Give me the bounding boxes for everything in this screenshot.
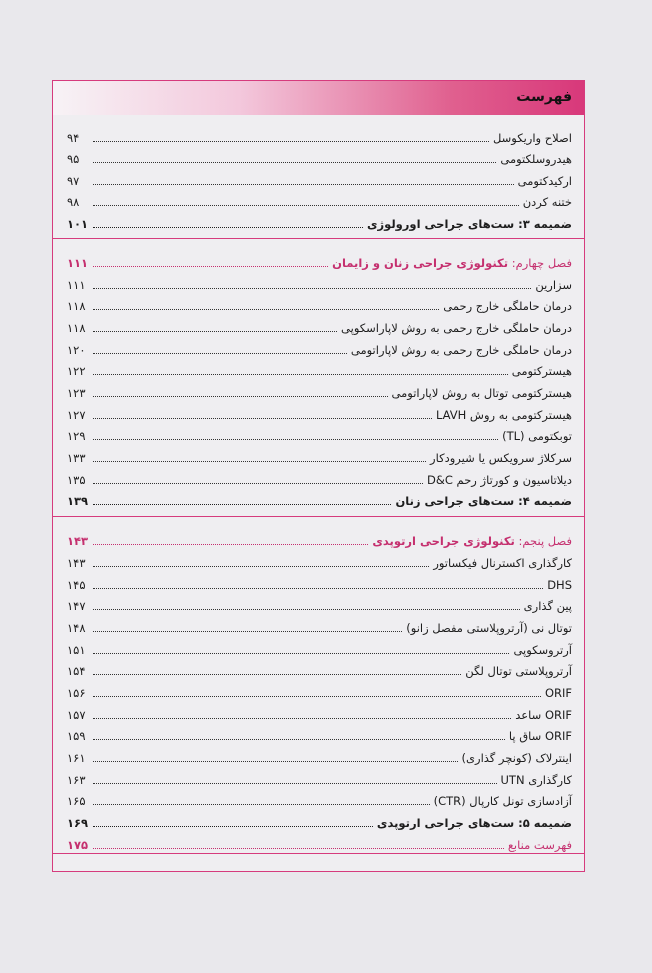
toc-leader-dots bbox=[93, 461, 426, 462]
toc-page-number: ۱۶۹ bbox=[67, 816, 89, 830]
toc-leader-dots bbox=[93, 504, 391, 505]
toc-entry-title: سرکلاژ سرویکس یا شیرودکار bbox=[430, 451, 572, 465]
toc-leader-dots bbox=[93, 184, 514, 185]
toc-entry-title: ضمیمه ۴: ست‌های جراحی زنان bbox=[395, 494, 572, 508]
toc-leader-dots bbox=[93, 396, 388, 397]
toc-leader-dots bbox=[93, 483, 423, 484]
toc-row bbox=[67, 188, 572, 209]
toc-row bbox=[67, 679, 572, 700]
toc-appendix-row bbox=[67, 487, 572, 508]
toc-row bbox=[67, 571, 572, 592]
toc-leader-dots bbox=[93, 761, 458, 762]
toc-leader-dots bbox=[93, 141, 489, 142]
toc-leader-dots bbox=[93, 331, 337, 332]
toc-entry-title: ORIF ساعد bbox=[515, 708, 572, 722]
toc-leader-dots bbox=[93, 631, 402, 632]
toc-leader-dots bbox=[93, 205, 519, 206]
toc-appendix-row bbox=[67, 210, 572, 231]
toc-leader-dots bbox=[93, 374, 508, 375]
toc-row bbox=[67, 422, 572, 443]
toc-chapter-row bbox=[67, 831, 572, 852]
toc-row bbox=[67, 466, 572, 487]
toc-leader-dots bbox=[93, 739, 505, 740]
toc-entry-title: فهرست منابع bbox=[507, 838, 572, 852]
toc-chapter-label: فصل چهارم: bbox=[511, 256, 572, 270]
toc-header-title: فهرست bbox=[516, 89, 572, 105]
toc-entry-title: اینترلاک (کونچر گذاری) bbox=[461, 751, 572, 765]
toc-entry-title: دیلاتاسیون و کورتاژ رحم D&C bbox=[427, 473, 572, 487]
toc-entry-title: درمان حاملگی خارج رحمی به روش لاپاراسکوپی bbox=[341, 321, 572, 335]
toc-entry-title: درمان حاملگی خارج رحمی به روش لاپاراتومی bbox=[350, 343, 572, 357]
toc-leader-dots bbox=[93, 804, 430, 805]
toc-row bbox=[67, 292, 572, 313]
toc-entry-title: سزارین bbox=[535, 278, 572, 292]
toc-chapter-name: تکنولوژی جراحی زنان و زایمان bbox=[332, 256, 509, 270]
toc-entry-title: اصلاح واریکوسل bbox=[492, 131, 572, 145]
toc-page-number: ۱۱۱ bbox=[67, 278, 86, 292]
toc-page-number: ۱۲۹ bbox=[67, 429, 86, 443]
toc-leader-dots bbox=[93, 653, 509, 654]
toc-row bbox=[67, 592, 572, 613]
toc-row bbox=[67, 766, 572, 787]
toc-entry-title bbox=[330, 257, 572, 270]
toc-page-number: ۹۸ bbox=[67, 195, 80, 209]
toc-leader-dots bbox=[93, 544, 368, 545]
toc-entry-title: کارگذاری اکسترنال فیکساتور bbox=[433, 556, 572, 570]
toc-leader-dots bbox=[93, 309, 439, 310]
toc-row bbox=[67, 614, 572, 635]
toc-leader-dots bbox=[93, 288, 531, 289]
toc-chapter-name: تکنولوژی جراحی ارتوپدی bbox=[372, 534, 515, 548]
toc-page-number: ۱۳۹ bbox=[67, 494, 89, 508]
section-divider bbox=[53, 516, 584, 517]
toc-entry-title: آزادسازی تونل کارپال (CTR) bbox=[433, 794, 572, 808]
toc-row bbox=[67, 657, 572, 678]
toc-appendix-row bbox=[67, 809, 572, 830]
toc-page-number: ۱۵۹ bbox=[67, 729, 86, 743]
toc-page-number: ۱۵۱ bbox=[67, 643, 86, 657]
toc-entry-title: DHS bbox=[547, 578, 572, 592]
toc-page-number: ۱۵۶ bbox=[67, 686, 86, 700]
toc-chapter-row bbox=[67, 527, 572, 548]
toc-entry-title: هیسترکتومی توتال به روش لاپاراتومی bbox=[391, 386, 572, 400]
toc-entry-title bbox=[370, 535, 572, 548]
section-divider bbox=[53, 238, 584, 239]
toc-page-number: ۹۴ bbox=[67, 131, 80, 145]
toc-entry-title: هیدروسلکتومی bbox=[500, 152, 572, 166]
toc-page-number: ۱۱۸ bbox=[67, 299, 86, 313]
toc-entry-title: ORIF bbox=[544, 686, 572, 700]
toc-row bbox=[67, 636, 572, 657]
toc-page-number: ۱۶۳ bbox=[67, 773, 86, 787]
toc-entry-title: ORIF ساق پا bbox=[508, 729, 572, 743]
toc-page-number: ۱۰۱ bbox=[67, 217, 89, 231]
toc-row bbox=[67, 401, 572, 422]
toc-header bbox=[53, 81, 584, 115]
toc-leader-dots bbox=[93, 353, 347, 354]
toc-leader-dots bbox=[93, 718, 511, 719]
toc-row bbox=[67, 167, 572, 188]
toc-entry-title: هیسترکتومی bbox=[511, 364, 572, 378]
toc-page-number: ۱۴۳ bbox=[67, 534, 89, 548]
toc-leader-dots bbox=[93, 674, 461, 675]
toc-chapter-row bbox=[67, 249, 572, 270]
toc-row bbox=[67, 444, 572, 465]
toc-page-number: ۱۴۸ bbox=[67, 621, 86, 635]
toc-row bbox=[67, 357, 572, 378]
toc-page-number: ۱۴۵ bbox=[67, 578, 86, 592]
toc-row bbox=[67, 336, 572, 357]
toc-page-number: ۱۴۷ bbox=[67, 599, 86, 613]
toc-leader-dots bbox=[93, 227, 363, 228]
toc-entry-title: آرتروپلاستی توتال لگن bbox=[465, 664, 572, 678]
toc-entry-title: پین گذاری bbox=[523, 599, 572, 613]
toc-page-number: ۱۵۷ bbox=[67, 708, 86, 722]
toc-page-number: ۱۶۵ bbox=[67, 794, 86, 808]
toc-leader-dots bbox=[93, 826, 373, 827]
toc-row bbox=[67, 787, 572, 808]
toc-row bbox=[67, 701, 572, 722]
toc-entry-title: آرتروسکوپی bbox=[513, 643, 572, 657]
toc-leader-dots bbox=[93, 266, 328, 267]
toc-entry-title: ضمیمه ۵: ست‌های جراحی ارتوپدی bbox=[376, 816, 572, 830]
toc-row bbox=[67, 549, 572, 570]
toc-row bbox=[67, 314, 572, 335]
toc-page-number: ۱۲۳ bbox=[67, 386, 86, 400]
toc-leader-dots bbox=[93, 696, 541, 697]
toc-page-number: ۱۱۸ bbox=[67, 321, 86, 335]
toc-page-number: ۱۷۵ bbox=[67, 838, 89, 852]
toc-entry-title: درمان حاملگی خارج رحمی bbox=[443, 299, 572, 313]
toc-page-number: ۱۱۱ bbox=[67, 256, 89, 270]
toc-row bbox=[67, 145, 572, 166]
toc-leader-dots bbox=[93, 783, 497, 784]
toc-entry-title: توبکتومی (TL) bbox=[502, 429, 572, 443]
toc-page-number: ۱۳۳ bbox=[67, 451, 86, 465]
toc-leader-dots bbox=[93, 588, 543, 589]
toc-row bbox=[67, 744, 572, 765]
toc-leader-dots bbox=[93, 848, 504, 849]
toc-entry-title: ختنه کردن bbox=[522, 195, 572, 209]
toc-chapter-label: فصل پنجم: bbox=[518, 534, 572, 548]
toc-row bbox=[67, 722, 572, 743]
toc-row bbox=[67, 379, 572, 400]
toc-leader-dots bbox=[93, 609, 520, 610]
section-divider bbox=[53, 853, 584, 854]
toc-page-number: ۱۲۲ bbox=[67, 364, 86, 378]
toc-leader-dots bbox=[93, 566, 429, 567]
toc-entry-title: توتال نی (آرتروپلاستی مفصل زانو) bbox=[406, 621, 572, 635]
toc-leader-dots bbox=[93, 418, 432, 419]
toc-page-number: ۱۵۴ bbox=[67, 664, 86, 678]
toc-entry-title: ضمیمه ۳: ست‌های جراحی اورولوژی bbox=[366, 217, 572, 231]
toc-entry-title: کارگذاری UTN bbox=[500, 773, 572, 787]
toc-page-number: ۱۴۳ bbox=[67, 556, 86, 570]
toc-frame bbox=[52, 80, 585, 872]
toc-leader-dots bbox=[93, 439, 498, 440]
toc-page-number: ۹۷ bbox=[67, 174, 80, 188]
toc-page-number: ۱۲۷ bbox=[67, 408, 86, 422]
toc-page-number: ۱۶۱ bbox=[67, 751, 86, 765]
toc-page-number: ۹۵ bbox=[67, 152, 80, 166]
toc-page-number: ۱۲۰ bbox=[67, 343, 86, 357]
toc-entry-title: ارکیدکتومی bbox=[517, 174, 572, 188]
toc-row bbox=[67, 124, 572, 145]
toc-entry-title: هیسترکتومی به روش LAVH bbox=[435, 408, 572, 422]
toc-page-number: ۱۳۵ bbox=[67, 473, 86, 487]
toc-row bbox=[67, 271, 572, 292]
toc-leader-dots bbox=[93, 162, 496, 163]
